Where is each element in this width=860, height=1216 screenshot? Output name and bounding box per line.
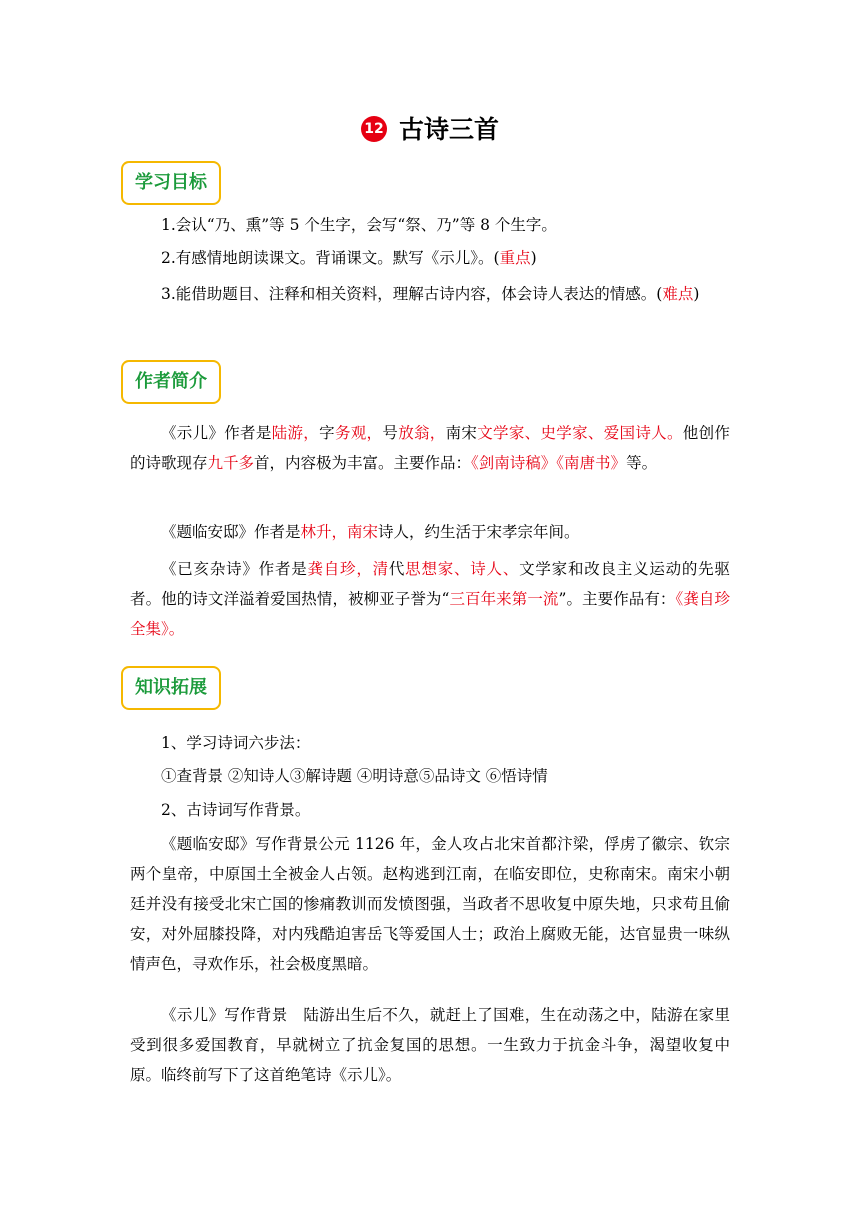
- section-heading-author: 作者简介: [121, 360, 221, 404]
- goal-item-1: 1.会认“乃、熏”等 5 个生字，会写“祭、乃”等 8 个生字。: [161, 216, 557, 234]
- author-paragraph-tilinandi: 《题临安邸》作者是林升，南宋诗人，约生活于宋孝宗年间。: [161, 523, 580, 541]
- goal-item-2: 2.有感情地朗读课文。背诵课文。默写《示儿》。(重点): [161, 249, 537, 267]
- section-heading-goals: 学习目标: [121, 161, 221, 205]
- lesson-number-badge: 12: [361, 116, 387, 142]
- knowledge-item-2: 2、古诗词写作背景。: [161, 801, 311, 819]
- knowledge-item-1: 1、学习诗词六步法：: [161, 734, 311, 752]
- knowledge-six-steps: ①查背景 ②知诗人③解诗题 ④明诗意⑤品诗文 ⑥悟诗情: [161, 767, 548, 785]
- goal-item-3: 3.能借助题目、注释和相关资料，理解古诗内容，体会诗人表达的情感。(难点): [161, 285, 700, 303]
- page-title: [0, 110, 860, 150]
- background-tilinandi: 《题临安邸》写作背景公元 1126 年，金人攻占北宋首都汴梁，俘虏了徽宗、钦宗两个皇帝，中原国土全被金人占领。赵构逃到江南，在临安即位，史称南宋。南宋小朝廷并没有接受北宋亡国的惨痛教训而发愤图强，当政者不思收复中原失地，只求苟且偷安，对外屈膝投降，对内残酷迫害岳飞等爱国人士；政治上腐败无能，达官显贵一味纵情声色，寻欢作乐，社会极度黑暗。: [130, 835, 730, 973]
- lesson-title: 古诗三首: [398, 115, 499, 144]
- author-paragraph-jihaizashi: 《已亥杂诗》作者是龚自珍，清代思想家、诗人、文学家和改良主义运动的先驱者。他的诗文洋溢着爱国热情，被柳亚子誉为“三百年来第一流”。主要作品有：《龚自珍全集》。: [130, 560, 730, 638]
- section-heading-knowledge: 知识拓展: [121, 666, 221, 710]
- author-paragraph-shier: 《示儿》作者是陆游，字务观，号放翁，南宋文学家、史学家、爱国诗人。他创作的诗歌现存九千多首，内容极为丰富。主要作品：《剑南诗稿》《南唐书》等。: [130, 424, 730, 472]
- background-shier: 《示儿》写作背景 陆游出生后不久，就赶上了国难，生在动荡之中，陆游在家里受到很多爱国教育，早就树立了抗金复国的思想。一生致力于抗金斗争，渴望收复中原。临终前写下了这首绝笔诗《示儿》。: [130, 1006, 730, 1084]
